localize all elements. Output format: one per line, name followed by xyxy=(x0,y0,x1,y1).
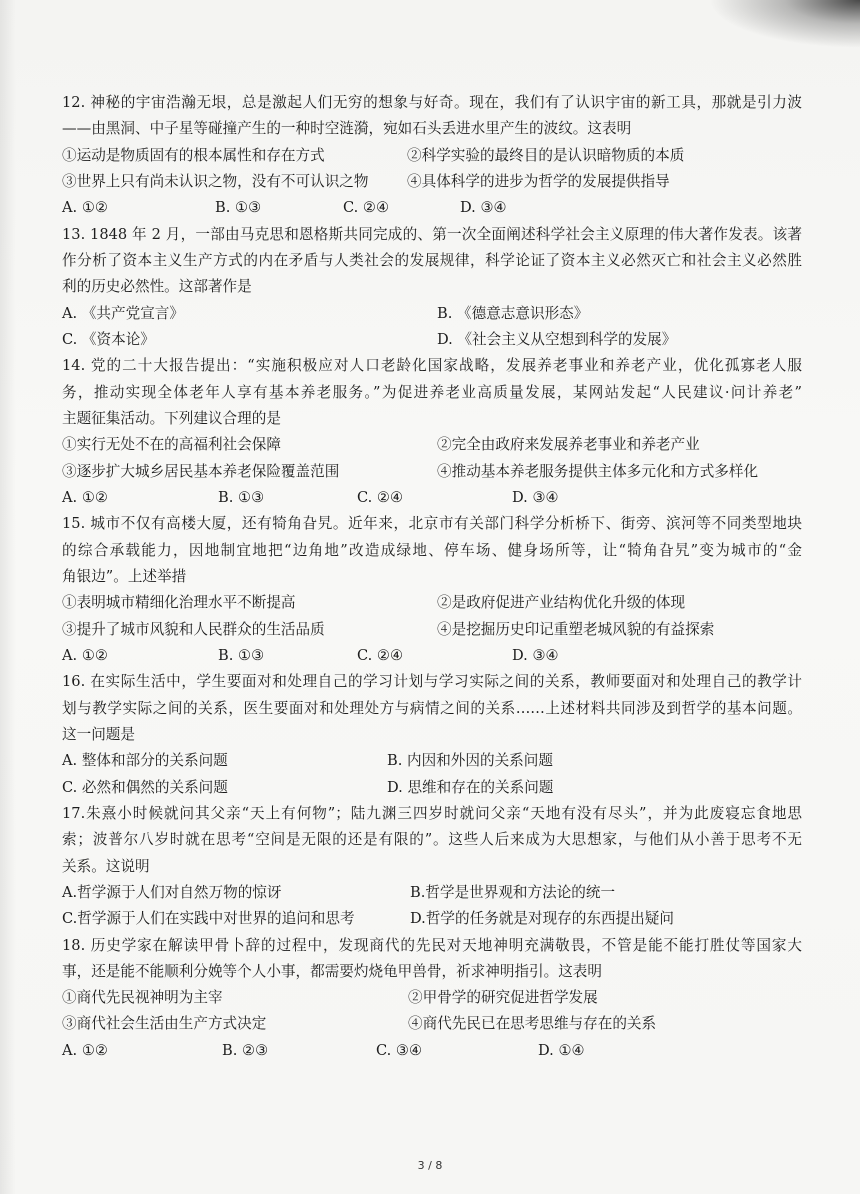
question-12-statement-1: ①运动是物质固有的根本属性和存在方式 xyxy=(62,146,325,164)
question-16-option-b: B. 内因和外因的关系问题 xyxy=(387,752,553,770)
question-17-option-d: D.哲学的任务就是对现存的东西提出疑问 xyxy=(410,910,674,928)
question-14-statement-3: ③逐步扩大城乡居民基本养老保险覆盖范围 xyxy=(62,462,340,480)
question-15-statements-row-2 xyxy=(62,617,804,643)
question-17-option-b: B.哲学是世界观和方法论的统一 xyxy=(410,883,616,901)
question-14-option-b: B. ①③ xyxy=(218,488,265,506)
question-16-options-row-2 xyxy=(62,775,804,801)
question-12-statements-row-1 xyxy=(62,143,804,169)
question-16-stem-line-2: 划与教学实际之间的关系，医生要面对和处理处方与病情之间的关系……上述材料共同涉及到哲学的基本问题。 xyxy=(62,699,802,717)
question-14-option-c: C. ②④ xyxy=(357,488,404,506)
question-15 xyxy=(62,511,804,669)
question-15-stem-line-2: 的综合承载能力，因地制宜地把“边角地”改造成绿地、停车场、健身场所等，让“犄角旮旯”变为城市的“金 xyxy=(62,541,802,559)
question-18-stem-line-1: 18. 历史学家在解读甲骨卜辞的过程中，发现商代的先民对天地神明充满敬畏，不管是能不能打胜仗等国家大 xyxy=(62,936,802,954)
question-13-option-c: C. 《资本论》 xyxy=(62,330,155,348)
question-12-options-row xyxy=(62,195,804,221)
question-14-stem-line-1: 14. 党的二十大报告提出：“实施积极应对人口老龄化国家战略，发展养老事业和养老产业，优化孤寡老人服 xyxy=(62,357,802,375)
question-18-statement-3: ③商代社会生活由生产方式决定 xyxy=(62,1015,267,1033)
question-17-stem-line-3: 关系。这说明 xyxy=(62,857,150,875)
question-12-option-d: D. ③④ xyxy=(460,199,507,217)
question-12-statement-2: ②科学实验的最终目的是认识暗物质的本质 xyxy=(407,146,685,164)
question-14-option-a: A. ①② xyxy=(62,488,108,506)
question-14-options-row xyxy=(62,485,804,511)
question-15-option-d: D. ③④ xyxy=(512,646,559,664)
question-18-option-b: B. ②③ xyxy=(222,1041,269,1059)
question-17-options-row-1 xyxy=(62,880,804,906)
page-number: 3 / 8 xyxy=(417,1159,443,1172)
question-15-statement-4: ④是挖掘历史印记重塑老城风貌的有益探索 xyxy=(437,620,715,638)
question-12-option-c: C. ②④ xyxy=(343,199,390,217)
question-15-stem-line-3: 角银边”。上述举措 xyxy=(62,567,187,585)
question-15-stem-line-1: 15. 城市不仅有高楼大厦，还有犄角旮旯。近年来，北京市有关部门科学分析桥下、街旁、滨河等不同类型地块 xyxy=(62,515,802,533)
question-15-option-c: C. ②④ xyxy=(357,646,404,664)
question-13-stem-line-1: 13. 1848 年 2 月，一部由马克思和恩格斯共同完成的、第一次全面阐述科学社会主义原理的伟大著作发表。该著 xyxy=(62,225,802,243)
question-13-option-a: A. 《共产党宣言》 xyxy=(62,304,184,322)
question-18-stem-line-2: 事，还是能不能顺利分娩等个人小事，都需要灼烧龟甲兽骨，祈求神明指引。这表明 xyxy=(62,962,602,980)
question-18-statement-1: ①商代先民视神明为主宰 xyxy=(62,989,223,1007)
question-17 xyxy=(62,801,804,933)
question-17-option-a: A.哲学源于人们对自然万物的惊讶 xyxy=(62,883,282,901)
question-16 xyxy=(62,669,804,801)
question-13-options-row-2 xyxy=(62,327,804,353)
question-14-option-d: D. ③④ xyxy=(512,488,559,506)
question-12-stem-line-1: 12. 神秘的宇宙浩瀚无垠，总是激起人们无穷的想象与好奇。现在，我们有了认识宇宙的新工具，那就是引力波 xyxy=(62,94,802,111)
question-13-option-d: D. 《社会主义从空想到科学的发展》 xyxy=(437,330,677,348)
question-18-option-a: A. ①② xyxy=(62,1041,108,1059)
question-14-statements-row-1 xyxy=(62,432,804,458)
question-14-statements-row-2 xyxy=(62,459,804,485)
question-16-option-d: D. 思维和存在的关系问题 xyxy=(387,778,554,796)
question-15-options-row xyxy=(62,643,804,669)
question-17-options-row-2 xyxy=(62,906,804,932)
question-16-stem-line-1: 16. 在实际生活中，学生要面对和处理自己的学习计划与学习实际之间的关系，教师要面对和处理自己的教学计 xyxy=(62,673,802,691)
question-18-statements-row-2 xyxy=(62,1011,804,1037)
question-12 xyxy=(62,90,804,222)
question-18-statements-row-1 xyxy=(62,985,804,1011)
question-13-option-b: B. 《德意志意识形态》 xyxy=(437,304,589,322)
question-16-option-a: A. 整体和部分的关系问题 xyxy=(62,752,228,770)
question-13 xyxy=(62,222,804,354)
question-14-statement-2: ②完全由政府来发展养老事业和养老产业 xyxy=(437,436,700,454)
question-15-option-b: B. ①③ xyxy=(218,646,265,664)
question-18 xyxy=(62,933,804,1065)
question-18-options-row xyxy=(62,1038,804,1064)
question-12-statement-4: ④具体科学的进步为哲学的发展提供指导 xyxy=(407,172,670,190)
question-16-option-c: C. 必然和偶然的关系问题 xyxy=(62,778,228,796)
question-14-stem-line-3: 主题征集活动。下列建议合理的是 xyxy=(62,409,281,427)
question-12-option-b: B. ①③ xyxy=(215,199,262,217)
question-13-stem-line-3: 利的历史必然性。这部著作是 xyxy=(62,278,252,296)
question-12-statements-row-2 xyxy=(62,169,804,195)
question-12-stem-line-2: ——由黑洞、中子星等碰撞产生的一种时空涟漪，宛如石头丢进水里产生的波纹。这表明 xyxy=(62,120,632,138)
question-13-options-row-1 xyxy=(62,301,804,327)
exam-content xyxy=(62,90,804,1064)
question-13-stem-line-2: 作分析了资本主义生产方式的内在矛盾与人类社会的发展规律，科学论证了资本主义必然灭亡和社会主义必然胜 xyxy=(62,251,802,269)
question-16-options-row-1 xyxy=(62,748,804,774)
question-14-stem-line-2: 务，推动实现全体老年人享有基本养老服务。”为促进养老业高质量发展，某网站发起“人民建议·问计养老” xyxy=(62,383,802,401)
question-14-statement-4: ④推动基本养老服务提供主体多元化和方式多样化 xyxy=(437,462,759,480)
question-17-stem-line-1: 17.朱熹小时候就问其父亲“天上有何物”；陆九渊三四岁时就问父亲“天地有没有尽头”，并为此废寝忘食地思 xyxy=(62,804,802,822)
question-12-option-a: A. ①② xyxy=(62,199,108,217)
question-17-stem-line-2: 索；波普尔八岁时就在思考“空间是无限的还是有限的”。这些人后来成为大思想家，与他们从小善于思考不无 xyxy=(62,831,802,849)
question-14-statement-1: ①实行无处不在的高福利社会保障 xyxy=(62,436,281,454)
question-15-statement-2: ②是政府促进产业结构优化升级的体现 xyxy=(437,594,686,612)
question-12-statement-3: ③世界上只有尚未认识之物，没有不可认识之物 xyxy=(62,172,369,190)
question-16-stem-line-3: 这一问题是 xyxy=(62,725,135,743)
question-18-statement-4: ④商代先民已在思考思维与存在的关系 xyxy=(408,1015,657,1033)
question-18-option-d: D. ①④ xyxy=(538,1041,585,1059)
question-18-statement-2: ②甲骨学的研究促进哲学发展 xyxy=(408,989,598,1007)
question-15-option-a: A. ①② xyxy=(62,646,108,664)
question-14 xyxy=(62,353,804,511)
question-15-statement-3: ③提升了城市风貌和人民群众的生活品质 xyxy=(62,620,325,638)
question-18-option-c: C. ③④ xyxy=(376,1041,423,1059)
question-15-statement-1: ①表明城市精细化治理水平不断提高 xyxy=(62,594,296,612)
question-17-option-c: C.哲学源于人们在实践中对世界的追问和思考 xyxy=(62,910,355,928)
question-15-statements-row-1 xyxy=(62,590,804,616)
